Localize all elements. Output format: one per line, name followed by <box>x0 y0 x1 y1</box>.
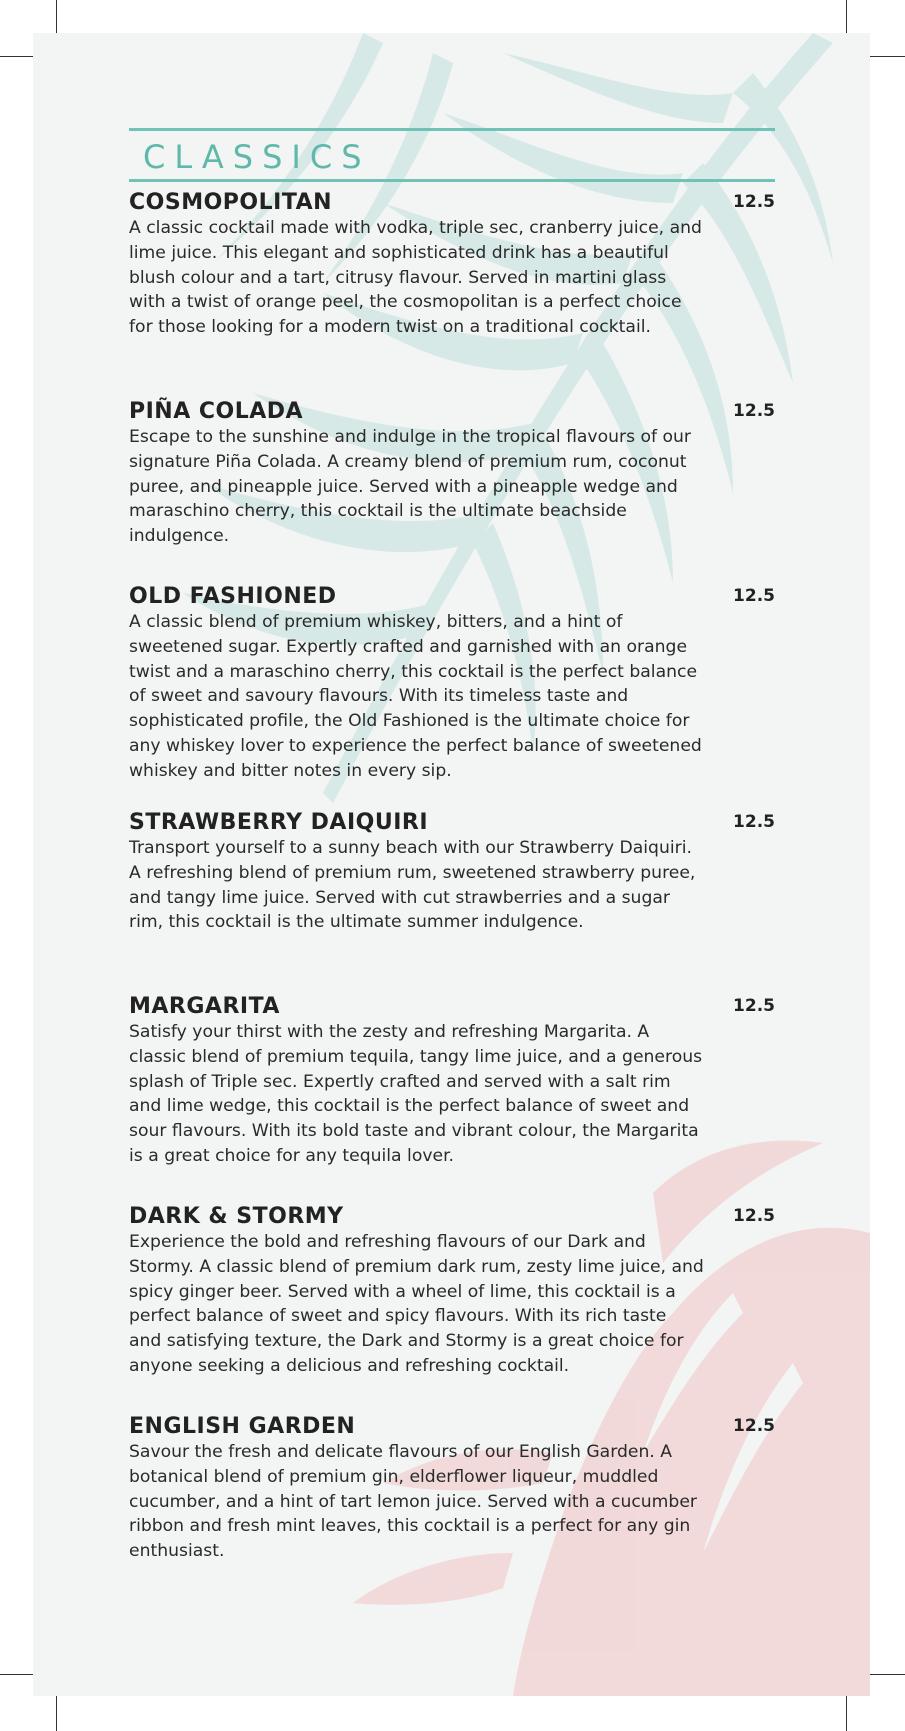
crop-mark-top-right-h <box>865 56 905 57</box>
section-header <box>129 128 775 182</box>
item-name: OLD FASHIONED <box>129 584 337 609</box>
crop-mark-bottom-right-h <box>865 1674 905 1675</box>
item-price: 12.5 <box>733 401 775 421</box>
item-name: MARGARITA <box>129 994 280 1019</box>
item-price: 12.5 <box>733 812 775 832</box>
item-description: A classic blend of premium whiskey, bitters, and a hint of sweetened sugar. Expertly crafted and garnished with an orange twist and a maraschino cherry, this cocktail is the perfect balance of sweet and savoury flavours. With its timeless taste and sophisticated profile, the Old Fashioned is the ultimate choice for any whiskey lover to experience the perfect balance of sweetened whiskey and bitter notes in every sip. <box>129 612 702 781</box>
menu-item-dark-and-stormy <box>129 1204 775 1379</box>
item-description: Experience the bold and refreshing flavours of our Dark and Stormy. A classic blend of premium dark rum, zesty lime juice, and spicy ginger beer. Served with a wheel of lime, this cocktail is a perfect balance of sweet and spicy flavours. With its rich taste and satisfying texture, the Dark and Stormy is a great choice for anyone seeking a delicious and refreshing cocktail. <box>129 1232 704 1376</box>
crop-mark-bottom-left-v <box>56 1691 57 1731</box>
item-name: STRAWBERRY DAIQUIRI <box>129 810 429 835</box>
item-description: Escape to the sunshine and indulge in the tropical flavours of our signature Piña Colada. A creamy blend of premium rum, coconut puree, and pineapple juice. Served with a pineapple wedge and maraschino cherry, this cocktail is the ultimate beachside indulgence. <box>129 427 692 547</box>
item-price: 12.5 <box>733 192 775 212</box>
menu-item-strawberry-daiquiri <box>129 810 775 935</box>
menu-item-pina-colada <box>129 399 775 549</box>
item-name: DARK & STORMY <box>129 1204 344 1229</box>
item-price: 12.5 <box>733 1206 775 1226</box>
menu-item-cosmopolitan <box>129 190 775 340</box>
crop-mark-bottom-right-v <box>846 1691 847 1731</box>
section-title: CLASSICS <box>143 138 371 176</box>
item-name: COSMOPOLITAN <box>129 190 333 215</box>
item-price: 12.5 <box>733 1416 775 1436</box>
menu-page <box>33 33 870 1696</box>
menu-item-old-fashioned <box>129 584 775 784</box>
item-price: 12.5 <box>733 586 775 606</box>
item-description: Savour the fresh and delicate flavours of our English Garden. A botanical blend of premium gin, elderflower liqueur, muddled cucumber, and a hint of tart lemon juice. Served with a cucumber ribbon and fresh mint leaves, this cocktail is a perfect for any gin enthusiast. <box>129 1442 697 1562</box>
item-name: PIÑA COLADA <box>129 399 304 424</box>
item-name: ENGLISH GARDEN <box>129 1414 356 1439</box>
menu-item-english-garden <box>129 1414 775 1564</box>
item-description: A classic cocktail made with vodka, triple sec, cranberry juice, and lime juice. This elegant and sophisticated drink has a beautiful blush colour and a tart, citrusy flavour. Served in martini glass with a twist of orange peel, the cosmopolitan is a perfect choice for those looking for a modern twist on a traditional cocktail. <box>129 218 702 338</box>
menu-item-margarita <box>129 994 775 1169</box>
item-description: Transport yourself to a sunny beach with our Strawberry Daiquiri. A refreshing blend of premium rum, sweetened strawberry puree, and tangy lime juice. Served with cut strawberries and a sugar rim, this cocktail is the ultimate summer indulgence. <box>129 838 696 933</box>
item-price: 12.5 <box>733 996 775 1016</box>
item-description: Satisfy your thirst with the zesty and refreshing Margarita. A classic blend of premium tequila, tangy lime juice, and a generous splash of Triple sec. Expertly crafted and served with a salt rim and lime wedge, this cocktail is the perfect balance of sweet and sour flavours. With its bold taste and vibrant colour, the Margarita is a great choice for any tequila lover. <box>129 1022 703 1166</box>
